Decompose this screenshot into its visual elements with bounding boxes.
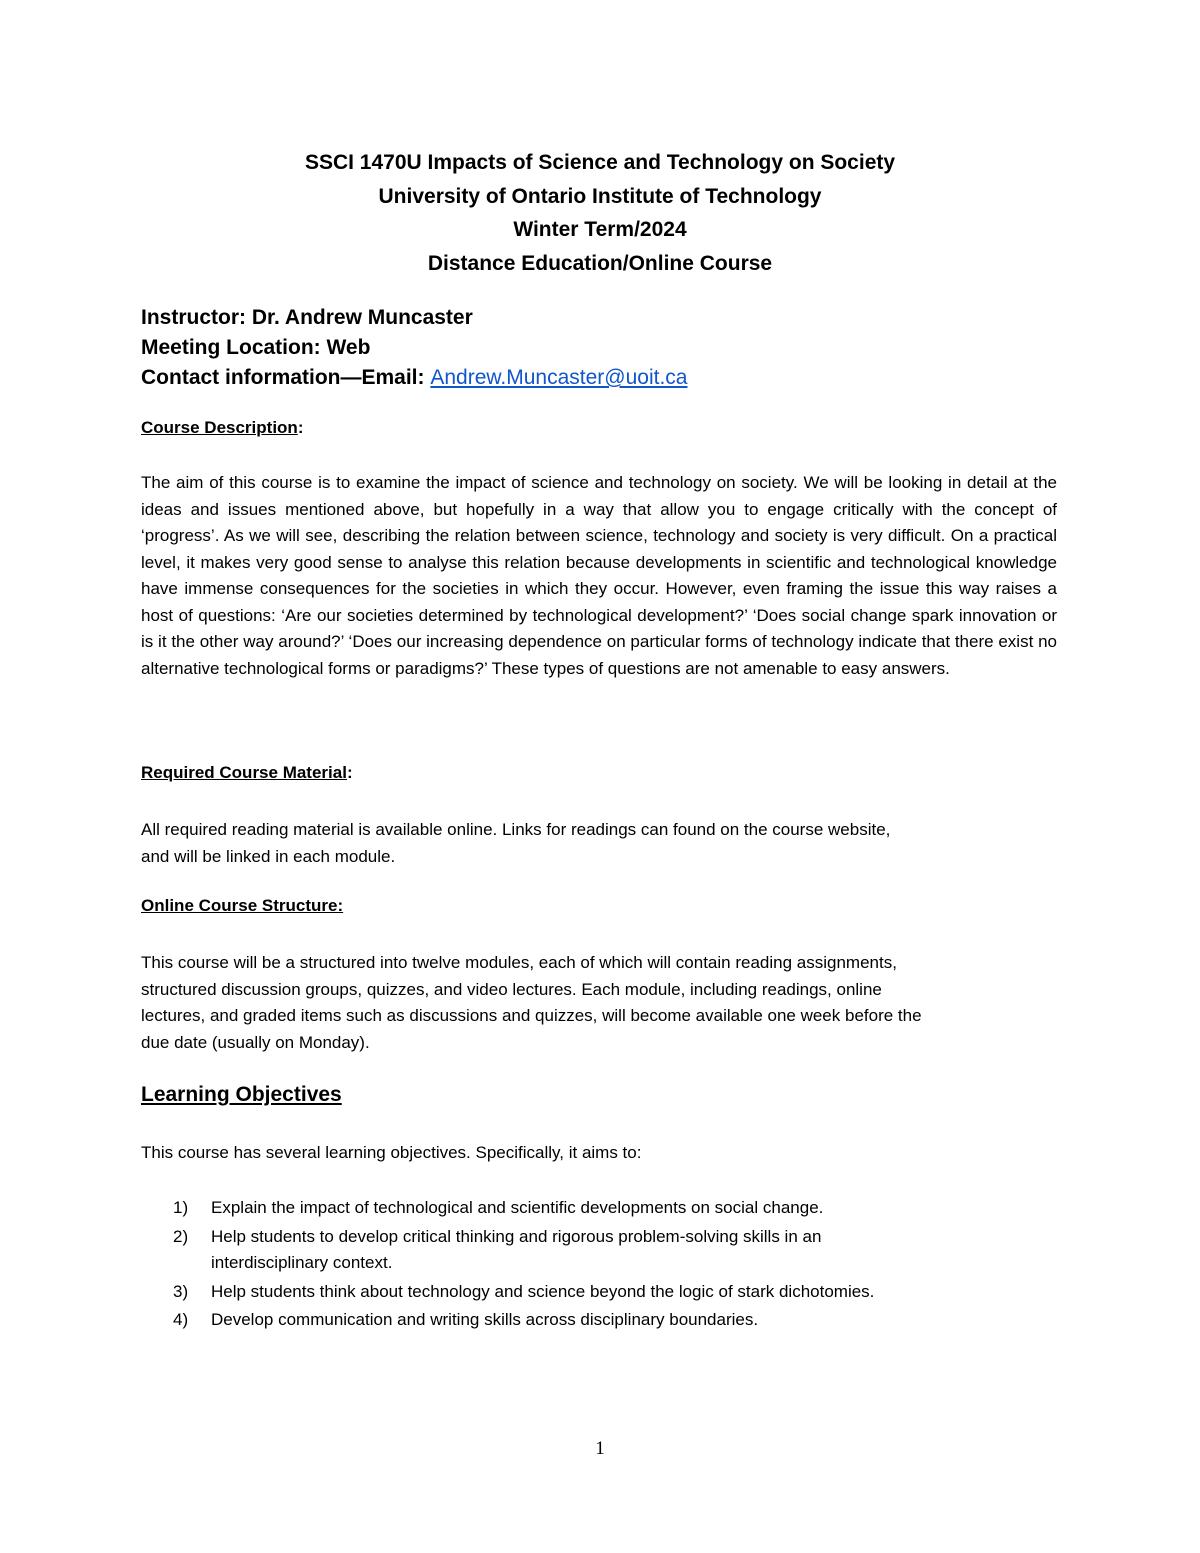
list-item [141,1224,1057,1277]
online-structure-line: lectures, and graded items such as discussions and quizzes, will become available one week before the [141,1006,922,1026]
course-description-heading-colon: : [297,418,304,437]
online-structure-heading-text: Online Course Structure: [141,896,344,915]
required-material-line: All required reading material is available online. Links for readings can found on the course website, [141,820,891,839]
course-description-heading-text: Course Description [141,418,298,437]
university-name: University of Ontario Institute of Technology [378,184,822,208]
list-item [141,1307,1057,1334]
instructor-info [141,303,687,393]
list-item-number: 2) [173,1226,189,1246]
learning-objectives-heading: Learning Objectives [141,1083,342,1106]
required-material-heading [141,763,353,783]
list-item-text: Help students think about technology and science beyond the logic of stark dichotomies. [211,1281,875,1301]
list-item-number: 1) [173,1198,189,1217]
list-item-text: Explain the impact of technological and scientific developments on social change. [211,1198,824,1217]
online-structure-heading [141,896,343,916]
required-material-text [141,817,1057,870]
title-block [0,146,1200,280]
course-description-heading [141,418,303,438]
online-structure-line: structured discussion groups, quizzes, and video lectures. Each module, including readings, online [141,979,882,999]
course-title: SSCI 1470U Impacts of Science and Technology on Society [304,151,896,174]
list-item [141,1279,1057,1306]
online-structure-line: due date (usually on Monday). [141,1032,370,1052]
list-item-text: Help students to develop critical thinking and rigorous problem-solving skills in an [211,1226,822,1246]
online-structure-text [141,950,1057,1056]
contact-label: Contact information—Email: [141,366,431,389]
list-item [141,1195,1057,1222]
required-material-heading-text: Required Course Material [141,763,347,782]
required-material-line: and will be linked in each module. [141,846,396,866]
page-number: 1 [595,1438,605,1459]
objectives-list [141,1195,1057,1336]
list-item-number: 4) [173,1310,189,1330]
term-label: Winter Term/2024 [513,218,687,241]
required-material-heading-colon: : [346,763,353,782]
contact-line [141,363,687,393]
delivery-mode: Distance Education/Online Course [427,251,773,275]
instructor-line: Instructor: Dr. Andrew Muncaster [141,306,473,329]
location-line: Meeting Location: Web [141,336,371,359]
online-structure-line: This course will be a structured into twelve modules, each of which will contain reading assignments, [141,953,897,972]
list-item-number: 3) [173,1281,189,1301]
list-item-text-continued: interdisciplinary context. [211,1253,393,1273]
learning-objectives-intro: This course has several learning objectives. Specifically, it aims to: [141,1143,642,1162]
email-link[interactable]: Andrew.Muncaster@uoit.ca [430,366,688,389]
course-description-text: The aim of this course is to examine the impact of science and technology on society. We will be looking in detail at the ideas and issues mentioned above, but hopefully in a way that allow you to engage critically with the concept of ‘progress’. As we will see, describing the relation between science, technology and society is very difficult. On a practical level, it makes very good sense to analyse this relation because developments in scientific and technological knowledge have immense consequences for the societies in which they occur. However, even framing the issue this way raises a host of questions: ‘Are our societies determined by technological development?’ ‘Does social change spark innovation or is it the other way around?’ ‘Does our increasing dependence on particular forms of technology indicate that there exist no alternative technological forms or paradigms?’ These types of questions are not amenable to easy answers. [141,473,1057,678]
list-item-text: Develop communication and writing skills across disciplinary boundaries. [211,1310,759,1330]
